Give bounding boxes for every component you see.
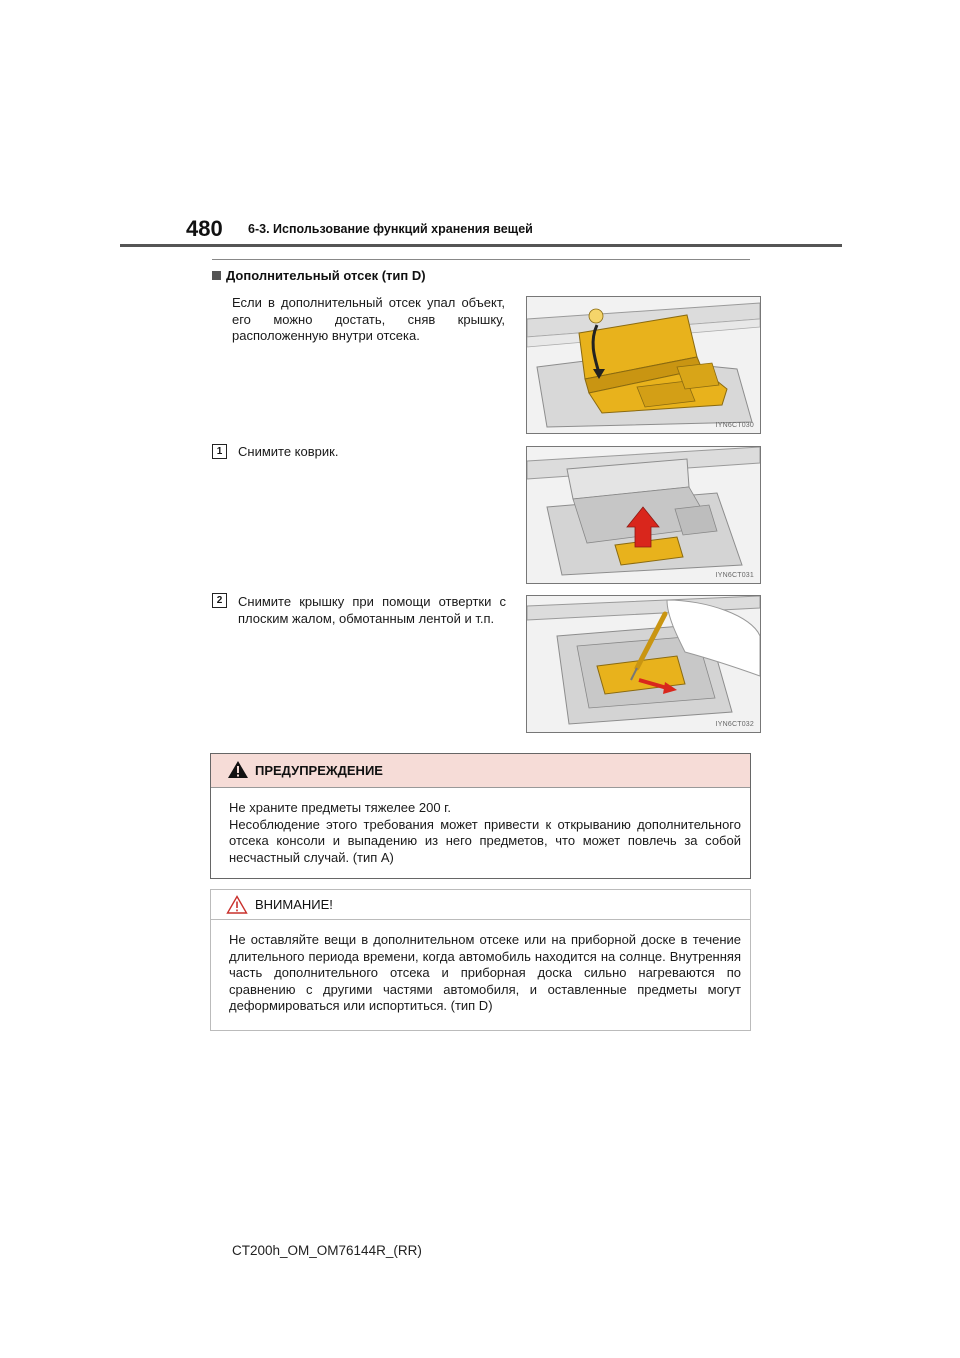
step-text: Снимите крышку при помощи отвертки с плоским жалом, обмотанным лентой и т.п. xyxy=(238,594,506,626)
warning-line: Несоблюдение этого требования может привести к открыванию дополнительного отсека консоли и выпадению из него предметов, что может повлечь за собой несчастный случай. (тип A) xyxy=(229,816,741,865)
notice-box xyxy=(210,889,751,1031)
notice-text: Не оставляйте вещи в дополнительном отсеке или на приборной доске в течение длительного периода времени, когда автомобиль находится на солнце. Внутренняя часть дополнительного отсека и приборная доска сильно нагреваются по сравнению с другими частями автомобиля, и оставленные предметы могут деформироваться или испортиться. (тип D) xyxy=(229,932,741,1013)
intro-paragraph: Если в дополнительный отсек упал объект, его можно достать, сняв крышку, расположенную внутри отсека. xyxy=(232,295,505,343)
step-number-badge: 1 xyxy=(212,444,227,459)
figure-code: IYN6CT032 xyxy=(715,721,754,728)
figure-remove-mat xyxy=(526,446,761,584)
remove-lid-illustration xyxy=(527,596,760,732)
figure-remove-lid xyxy=(526,595,761,733)
section-title: 6-3. Использование функций хранения вещей xyxy=(248,222,533,236)
warning-header xyxy=(211,754,750,788)
header-divider xyxy=(120,244,842,247)
notice-title: ВНИМАНИЕ! xyxy=(255,897,333,912)
warning-triangle-icon xyxy=(227,760,249,779)
notice-header xyxy=(211,890,750,920)
warning-line: Не храните предметы тяжелее 200 г. xyxy=(229,800,451,815)
footer-model-code: CT200h_OM_OM76144R_(RR) xyxy=(232,1243,422,1258)
caution-triangle-icon xyxy=(226,895,248,914)
remove-mat-illustration xyxy=(527,447,760,583)
square-bullet-icon xyxy=(212,271,221,280)
warning-text xyxy=(229,800,741,866)
figure-code: IYN6CT030 xyxy=(715,422,754,429)
page-number: 480 xyxy=(186,216,223,241)
figure-compartment-open xyxy=(526,296,761,434)
subsection-heading xyxy=(212,268,426,283)
subsection-divider xyxy=(212,259,750,260)
step-number-badge: 2 xyxy=(212,593,227,608)
step-text: Снимите коврик. xyxy=(238,444,339,459)
warning-title: ПРЕДУПРЕЖДЕНИЕ xyxy=(255,763,383,778)
compartment-illustration xyxy=(527,297,760,433)
subsection-title: Дополнительный отсек (тип D) xyxy=(226,268,426,283)
warning-box xyxy=(210,753,751,879)
figure-code: IYN6CT031 xyxy=(715,572,754,579)
